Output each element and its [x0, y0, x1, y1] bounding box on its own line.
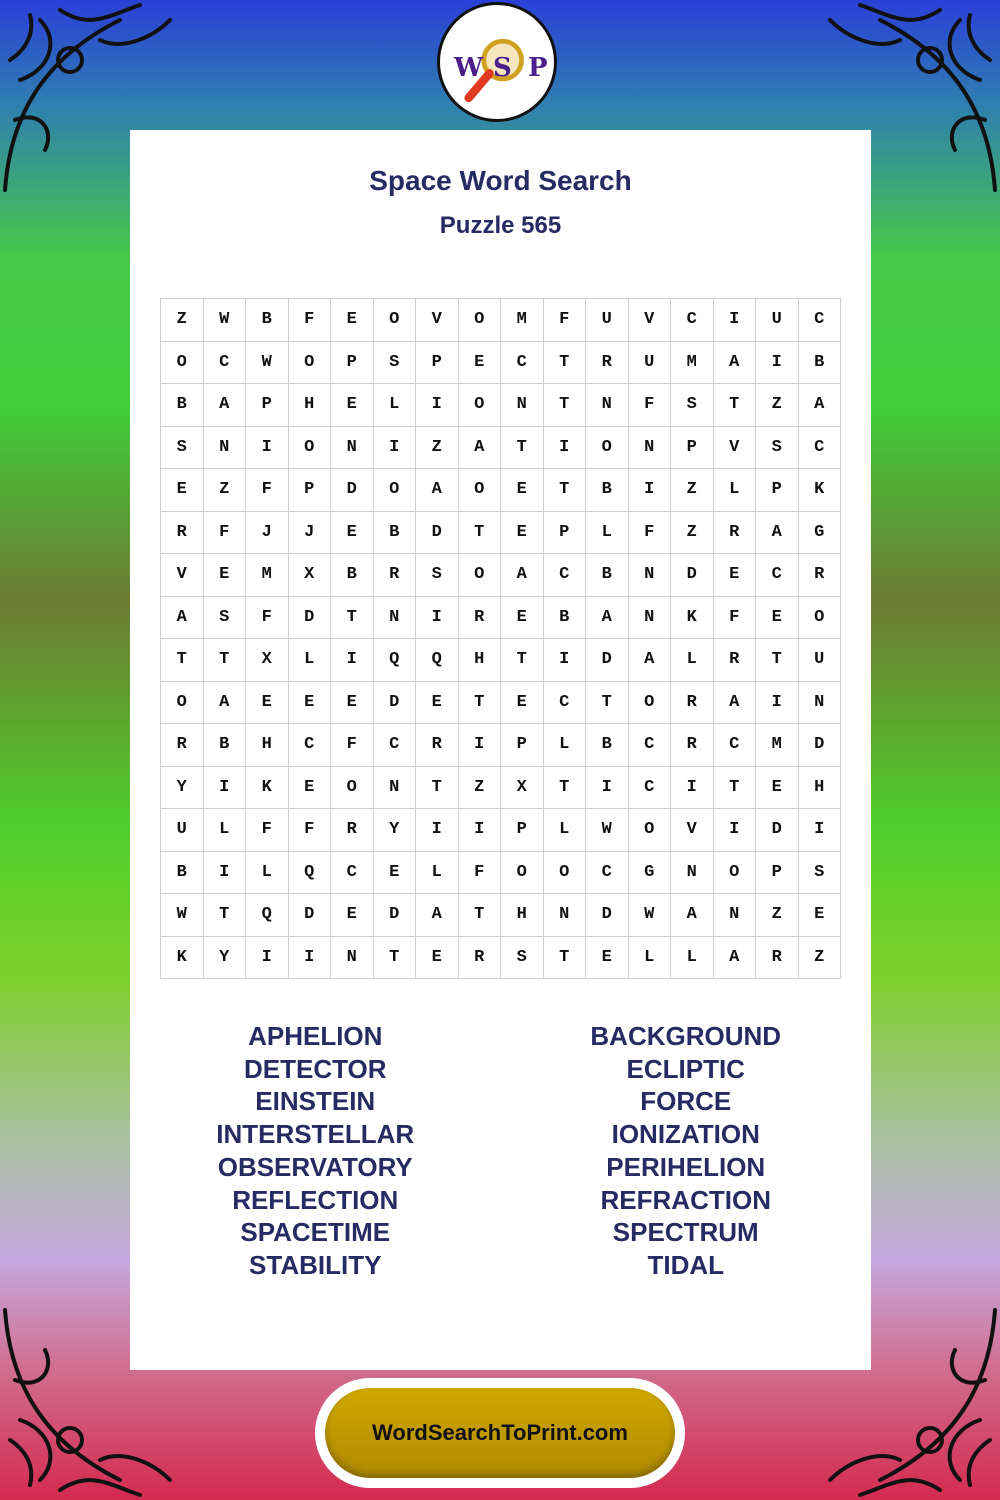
grid-cell[interactable]: N [629, 427, 672, 470]
grid-cell[interactable]: A [629, 639, 672, 682]
grid-cell[interactable]: F [714, 597, 757, 640]
site-link-button[interactable]: WordSearchToPrint.com [325, 1388, 675, 1478]
word-list [130, 1020, 871, 1282]
grid-cell[interactable]: T [459, 512, 502, 555]
grid-cell[interactable]: C [629, 724, 672, 767]
grid-cell[interactable]: T [501, 427, 544, 470]
logo-letter-s: S [493, 53, 512, 83]
grid-cell[interactable]: A [161, 597, 204, 640]
grid-cell[interactable]: I [331, 639, 374, 682]
grid-cell[interactable]: O [459, 299, 502, 342]
grid-cell[interactable]: C [374, 724, 417, 767]
grid-cell[interactable]: R [161, 724, 204, 767]
grid-cell[interactable]: Y [374, 809, 417, 852]
grid-cell[interactable]: I [629, 469, 672, 512]
grid-cell[interactable]: H [501, 894, 544, 937]
grid-cell[interactable]: Z [671, 512, 714, 555]
grid-cell[interactable]: O [459, 384, 502, 427]
word-item: EINSTEIN [255, 1086, 376, 1117]
grid-cell[interactable]: F [629, 512, 672, 555]
grid-cell[interactable]: E [501, 512, 544, 555]
grid-cell[interactable]: U [799, 639, 842, 682]
grid-cell[interactable]: M [756, 724, 799, 767]
grid-cell[interactable]: L [714, 469, 757, 512]
grid-cell[interactable]: R [459, 937, 502, 980]
puzzle-sheet [130, 130, 871, 1370]
word-item: PERIHELION [606, 1151, 766, 1182]
grid-cell[interactable]: A [799, 384, 842, 427]
grid-cell[interactable]: L [246, 852, 289, 895]
grid-cell[interactable]: T [586, 682, 629, 725]
grid-cell[interactable]: N [331, 427, 374, 470]
grid-cell[interactable]: E [501, 597, 544, 640]
grid-cell[interactable]: O [331, 767, 374, 810]
grid-cell[interactable]: L [416, 852, 459, 895]
grid-cell[interactable]: N [671, 852, 714, 895]
grid-cell[interactable]: E [331, 384, 374, 427]
grid-cell[interactable]: G [629, 852, 672, 895]
grid-cell[interactable]: L [544, 809, 587, 852]
grid-cell[interactable]: D [416, 512, 459, 555]
grid-cell[interactable]: K [246, 767, 289, 810]
grid-cell[interactable]: P [246, 384, 289, 427]
grid-cell[interactable]: P [544, 512, 587, 555]
grid-cell[interactable]: E [416, 937, 459, 980]
grid-cell[interactable]: N [544, 894, 587, 937]
grid-cell[interactable]: E [331, 894, 374, 937]
grid-cell[interactable]: Z [459, 767, 502, 810]
grid-cell[interactable]: Y [204, 937, 247, 980]
grid-cell[interactable]: E [289, 767, 332, 810]
grid-cell[interactable]: T [501, 639, 544, 682]
grid-cell[interactable]: O [501, 852, 544, 895]
grid-cell[interactable]: E [416, 682, 459, 725]
grid-cell[interactable]: U [756, 299, 799, 342]
grid-cell[interactable]: U [586, 299, 629, 342]
grid-cell[interactable]: E [161, 469, 204, 512]
grid-cell[interactable]: T [161, 639, 204, 682]
grid-cell[interactable]: N [714, 894, 757, 937]
grid-cell[interactable]: N [331, 937, 374, 980]
site-logo[interactable] [437, 2, 557, 122]
grid-cell[interactable]: R [756, 937, 799, 980]
grid-cell[interactable]: R [161, 512, 204, 555]
grid-cell[interactable]: I [714, 809, 757, 852]
grid-cell[interactable]: T [544, 384, 587, 427]
grid-cell[interactable]: T [416, 767, 459, 810]
word-item: OBSERVATORY [217, 1151, 413, 1182]
grid-cell[interactable]: A [586, 597, 629, 640]
grid-cell[interactable]: B [544, 597, 587, 640]
grid-cell[interactable]: D [289, 597, 332, 640]
grid-cell[interactable]: W [586, 809, 629, 852]
grid-cell[interactable]: D [586, 894, 629, 937]
grid-cell[interactable]: Q [416, 639, 459, 682]
grid-cell[interactable]: Y [161, 767, 204, 810]
grid-cell[interactable]: O [714, 852, 757, 895]
grid-cell[interactable]: F [629, 384, 672, 427]
grid-cell[interactable]: N [586, 384, 629, 427]
grid-cell[interactable]: O [374, 469, 417, 512]
grid-cell[interactable]: E [586, 937, 629, 980]
grid-cell[interactable]: C [544, 554, 587, 597]
grid-cell[interactable]: Z [416, 427, 459, 470]
grid-cell[interactable]: A [756, 512, 799, 555]
grid-cell[interactable]: R [799, 554, 842, 597]
word-item: SPACETIME [240, 1217, 391, 1248]
grid-cell[interactable]: V [416, 299, 459, 342]
grid-cell[interactable]: I [459, 724, 502, 767]
grid-cell[interactable]: H [459, 639, 502, 682]
word-item: FORCE [640, 1086, 732, 1117]
grid-cell[interactable]: Z [671, 469, 714, 512]
grid-cell[interactable]: E [331, 682, 374, 725]
grid-cell[interactable]: E [289, 682, 332, 725]
grid-cell[interactable]: N [629, 554, 672, 597]
grid-cell[interactable]: E [374, 852, 417, 895]
grid-cell[interactable]: E [204, 554, 247, 597]
grid-cell[interactable]: R [331, 809, 374, 852]
grid-cell[interactable]: V [629, 299, 672, 342]
grid-cell[interactable]: H [246, 724, 289, 767]
grid-cell[interactable]: P [289, 469, 332, 512]
grid-cell[interactable]: A [714, 342, 757, 385]
grid-cell[interactable]: T [544, 937, 587, 980]
grid-cell[interactable]: C [756, 554, 799, 597]
grid-cell[interactable]: D [799, 724, 842, 767]
grid-cell[interactable]: W [246, 342, 289, 385]
grid-cell[interactable]: C [289, 724, 332, 767]
grid-cell[interactable]: I [714, 299, 757, 342]
grid-cell[interactable]: P [756, 852, 799, 895]
grid-cell[interactable]: O [586, 427, 629, 470]
grid-cell[interactable]: M [246, 554, 289, 597]
grid-cell[interactable]: A [416, 469, 459, 512]
grid-cell[interactable]: N [374, 767, 417, 810]
grid-cell[interactable]: E [714, 554, 757, 597]
grid-cell[interactable]: I [246, 427, 289, 470]
grid-cell[interactable]: R [416, 724, 459, 767]
grid-cell[interactable]: K [799, 469, 842, 512]
grid-cell[interactable]: R [671, 682, 714, 725]
grid-cell[interactable]: B [161, 852, 204, 895]
grid-cell[interactable]: T [459, 894, 502, 937]
grid-cell[interactable]: A [459, 427, 502, 470]
grid-cell[interactable]: R [714, 639, 757, 682]
grid-cell[interactable]: P [756, 469, 799, 512]
grid-cell[interactable]: T [374, 937, 417, 980]
grid-cell[interactable]: F [289, 809, 332, 852]
grid-cell[interactable]: F [246, 597, 289, 640]
grid-cell[interactable]: D [586, 639, 629, 682]
grid-cell[interactable]: C [671, 299, 714, 342]
grid-cell[interactable]: E [501, 469, 544, 512]
grid-cell[interactable]: R [714, 512, 757, 555]
grid-cell[interactable]: P [331, 342, 374, 385]
logo-letter-w: W [454, 53, 484, 83]
grid-cell[interactable]: T [204, 894, 247, 937]
grid-cell[interactable]: D [756, 809, 799, 852]
grid-cell[interactable]: A [714, 682, 757, 725]
grid-cell[interactable]: S [204, 597, 247, 640]
grid-cell[interactable]: R [459, 597, 502, 640]
grid-cell[interactable]: F [289, 299, 332, 342]
word-item: TIDAL [647, 1249, 725, 1280]
grid-cell[interactable]: I [416, 597, 459, 640]
grid-cell[interactable]: B [586, 554, 629, 597]
grid-cell[interactable]: E [459, 342, 502, 385]
grid-cell[interactable]: X [246, 639, 289, 682]
grid-cell[interactable]: T [459, 682, 502, 725]
grid-cell[interactable]: C [799, 427, 842, 470]
grid-cell[interactable]: B [204, 724, 247, 767]
grid-cell[interactable]: N [374, 597, 417, 640]
grid-cell[interactable]: I [544, 427, 587, 470]
footer-badge [315, 1378, 685, 1488]
grid-cell[interactable]: I [799, 809, 842, 852]
grid-cell[interactable]: A [501, 554, 544, 597]
word-item: APHELION [248, 1021, 383, 1051]
grid-cell[interactable]: J [246, 512, 289, 555]
grid-cell[interactable]: P [671, 427, 714, 470]
grid-cell[interactable]: Z [204, 469, 247, 512]
grid-cell[interactable]: D [289, 894, 332, 937]
grid-cell[interactable]: Q [246, 894, 289, 937]
grid-cell[interactable]: N [204, 427, 247, 470]
grid-cell[interactable]: O [799, 597, 842, 640]
grid-cell[interactable]: T [544, 767, 587, 810]
grid-cell[interactable]: E [501, 682, 544, 725]
grid-cell[interactable]: C [501, 342, 544, 385]
grid-cell[interactable]: O [459, 469, 502, 512]
grid-cell[interactable]: W [629, 894, 672, 937]
grid-cell[interactable]: T [714, 767, 757, 810]
grid-cell[interactable]: E [331, 299, 374, 342]
grid-cell[interactable]: L [586, 512, 629, 555]
grid-cell[interactable]: D [331, 469, 374, 512]
grid-cell[interactable]: F [204, 512, 247, 555]
grid-cell[interactable]: R [374, 554, 417, 597]
grid-cell[interactable]: E [331, 512, 374, 555]
grid-cell[interactable]: B [586, 469, 629, 512]
grid-cell[interactable]: H [289, 384, 332, 427]
grid-cell[interactable]: L [204, 809, 247, 852]
grid-cell[interactable]: C [204, 342, 247, 385]
grid-cell[interactable]: A [416, 894, 459, 937]
grid-cell[interactable]: C [586, 852, 629, 895]
grid-cell[interactable]: O [161, 342, 204, 385]
word-list-left [130, 1020, 501, 1282]
grid-cell[interactable]: S [161, 427, 204, 470]
grid-cell[interactable]: A [204, 682, 247, 725]
grid-cell[interactable]: I [586, 767, 629, 810]
grid-cell[interactable]: F [331, 724, 374, 767]
grid-cell[interactable]: M [501, 299, 544, 342]
grid-cell[interactable]: I [544, 639, 587, 682]
grid-cell[interactable]: T [204, 639, 247, 682]
word-item: IONIZATION [611, 1119, 760, 1150]
grid-cell[interactable]: S [501, 937, 544, 980]
grid-cell[interactable]: G [799, 512, 842, 555]
grid-cell[interactable]: S [374, 342, 417, 385]
grid-cell[interactable]: F [544, 299, 587, 342]
grid-cell[interactable]: V [161, 554, 204, 597]
grid-cell[interactable]: W [161, 894, 204, 937]
grid-cell[interactable]: O [629, 682, 672, 725]
grid-cell[interactable]: P [501, 724, 544, 767]
grid-cell[interactable]: Z [756, 894, 799, 937]
word-item: STABILITY [249, 1249, 382, 1280]
grid-cell[interactable]: R [586, 342, 629, 385]
grid-cell[interactable]: V [714, 427, 757, 470]
grid-cell[interactable]: O [161, 682, 204, 725]
grid-cell[interactable]: M [671, 342, 714, 385]
grid-cell[interactable]: V [671, 809, 714, 852]
grid-cell[interactable]: B [161, 384, 204, 427]
grid-cell[interactable]: I [756, 682, 799, 725]
grid-cell[interactable]: O [289, 342, 332, 385]
grid-cell[interactable]: A [671, 894, 714, 937]
grid-cell[interactable]: I [416, 384, 459, 427]
grid-cell[interactable]: I [756, 342, 799, 385]
grid-cell[interactable]: L [629, 937, 672, 980]
word-item: BACKGROUND [590, 1021, 782, 1051]
grid-cell[interactable]: C [799, 299, 842, 342]
grid-cell[interactable]: C [544, 682, 587, 725]
grid-cell[interactable]: P [501, 809, 544, 852]
word-item: SPECTRUM [612, 1217, 759, 1248]
puzzle-number: Puzzle 565 [439, 212, 562, 239]
grid-cell[interactable]: N [629, 597, 672, 640]
grid-cell[interactable]: X [289, 554, 332, 597]
grid-cell[interactable]: N [799, 682, 842, 725]
grid-cell[interactable]: Z [799, 937, 842, 980]
letter-grid [160, 298, 841, 979]
grid-cell[interactable]: Q [374, 639, 417, 682]
grid-cell[interactable]: O [544, 852, 587, 895]
grid-cell[interactable]: L [671, 639, 714, 682]
grid-cell[interactable]: A [714, 937, 757, 980]
grid-cell[interactable]: I [204, 767, 247, 810]
grid-cell[interactable]: F [459, 852, 502, 895]
word-item: DETECTOR [243, 1053, 387, 1084]
grid-cell[interactable]: W [204, 299, 247, 342]
grid-cell[interactable]: I [416, 809, 459, 852]
grid-cell[interactable]: S [416, 554, 459, 597]
logo-letter-p: P [528, 53, 548, 83]
grid-cell[interactable]: O [374, 299, 417, 342]
word-item: REFLECTION [232, 1184, 399, 1215]
grid-cell[interactable]: I [246, 937, 289, 980]
grid-cell[interactable]: E [246, 682, 289, 725]
grid-cell[interactable]: Z [161, 299, 204, 342]
grid-cell[interactable]: I [204, 852, 247, 895]
grid-cell[interactable]: L [671, 937, 714, 980]
grid-cell[interactable]: J [289, 512, 332, 555]
grid-cell[interactable]: T [714, 384, 757, 427]
grid-cell[interactable]: B [586, 724, 629, 767]
grid-cell[interactable]: E [756, 767, 799, 810]
grid-cell[interactable]: T [756, 639, 799, 682]
grid-cell[interactable]: I [374, 427, 417, 470]
page-title: Space Word Search [369, 165, 632, 196]
grid-cell[interactable]: L [289, 639, 332, 682]
grid-cell[interactable]: S [799, 852, 842, 895]
grid-cell[interactable]: I [671, 767, 714, 810]
grid-cell[interactable]: E [756, 597, 799, 640]
grid-cell[interactable]: X [501, 767, 544, 810]
grid-cell[interactable]: D [671, 554, 714, 597]
grid-cell[interactable]: K [671, 597, 714, 640]
grid-cell[interactable]: B [374, 512, 417, 555]
grid-cell[interactable]: Q [289, 852, 332, 895]
grid-cell[interactable]: S [671, 384, 714, 427]
grid-cell[interactable]: U [629, 342, 672, 385]
grid-cell[interactable]: B [799, 342, 842, 385]
grid-cell[interactable]: H [799, 767, 842, 810]
word-item: INTERSTELLAR [216, 1119, 415, 1150]
grid-cell[interactable]: I [459, 809, 502, 852]
grid-cell[interactable]: D [374, 894, 417, 937]
grid-cell[interactable]: C [629, 767, 672, 810]
grid-cell[interactable]: S [756, 427, 799, 470]
grid-cell[interactable]: B [246, 299, 289, 342]
word-item: ECLIPTIC [626, 1053, 745, 1084]
grid-cell[interactable]: N [501, 384, 544, 427]
grid-cell[interactable]: T [544, 342, 587, 385]
grid-cell[interactable]: O [289, 427, 332, 470]
grid-cell[interactable]: I [289, 937, 332, 980]
grid-cell[interactable]: E [799, 894, 842, 937]
grid-cell[interactable]: L [544, 724, 587, 767]
grid-cell[interactable]: Z [756, 384, 799, 427]
grid-cell[interactable]: T [544, 469, 587, 512]
grid-cell[interactable]: F [246, 469, 289, 512]
grid-cell[interactable]: L [374, 384, 417, 427]
word-list-right [501, 1020, 872, 1282]
word-item: REFRACTION [600, 1184, 771, 1215]
grid-cell[interactable]: A [204, 384, 247, 427]
grid-cell[interactable]: F [246, 809, 289, 852]
grid-cell[interactable]: R [671, 724, 714, 767]
grid-cell[interactable]: K [161, 937, 204, 980]
grid-cell[interactable]: T [331, 597, 374, 640]
grid-cell[interactable]: P [416, 342, 459, 385]
grid-cell[interactable]: U [161, 809, 204, 852]
grid-cell[interactable]: B [331, 554, 374, 597]
grid-cell[interactable]: D [374, 682, 417, 725]
grid-cell[interactable]: C [714, 724, 757, 767]
grid-cell[interactable]: C [331, 852, 374, 895]
grid-cell[interactable]: O [459, 554, 502, 597]
grid-cell[interactable]: O [629, 809, 672, 852]
